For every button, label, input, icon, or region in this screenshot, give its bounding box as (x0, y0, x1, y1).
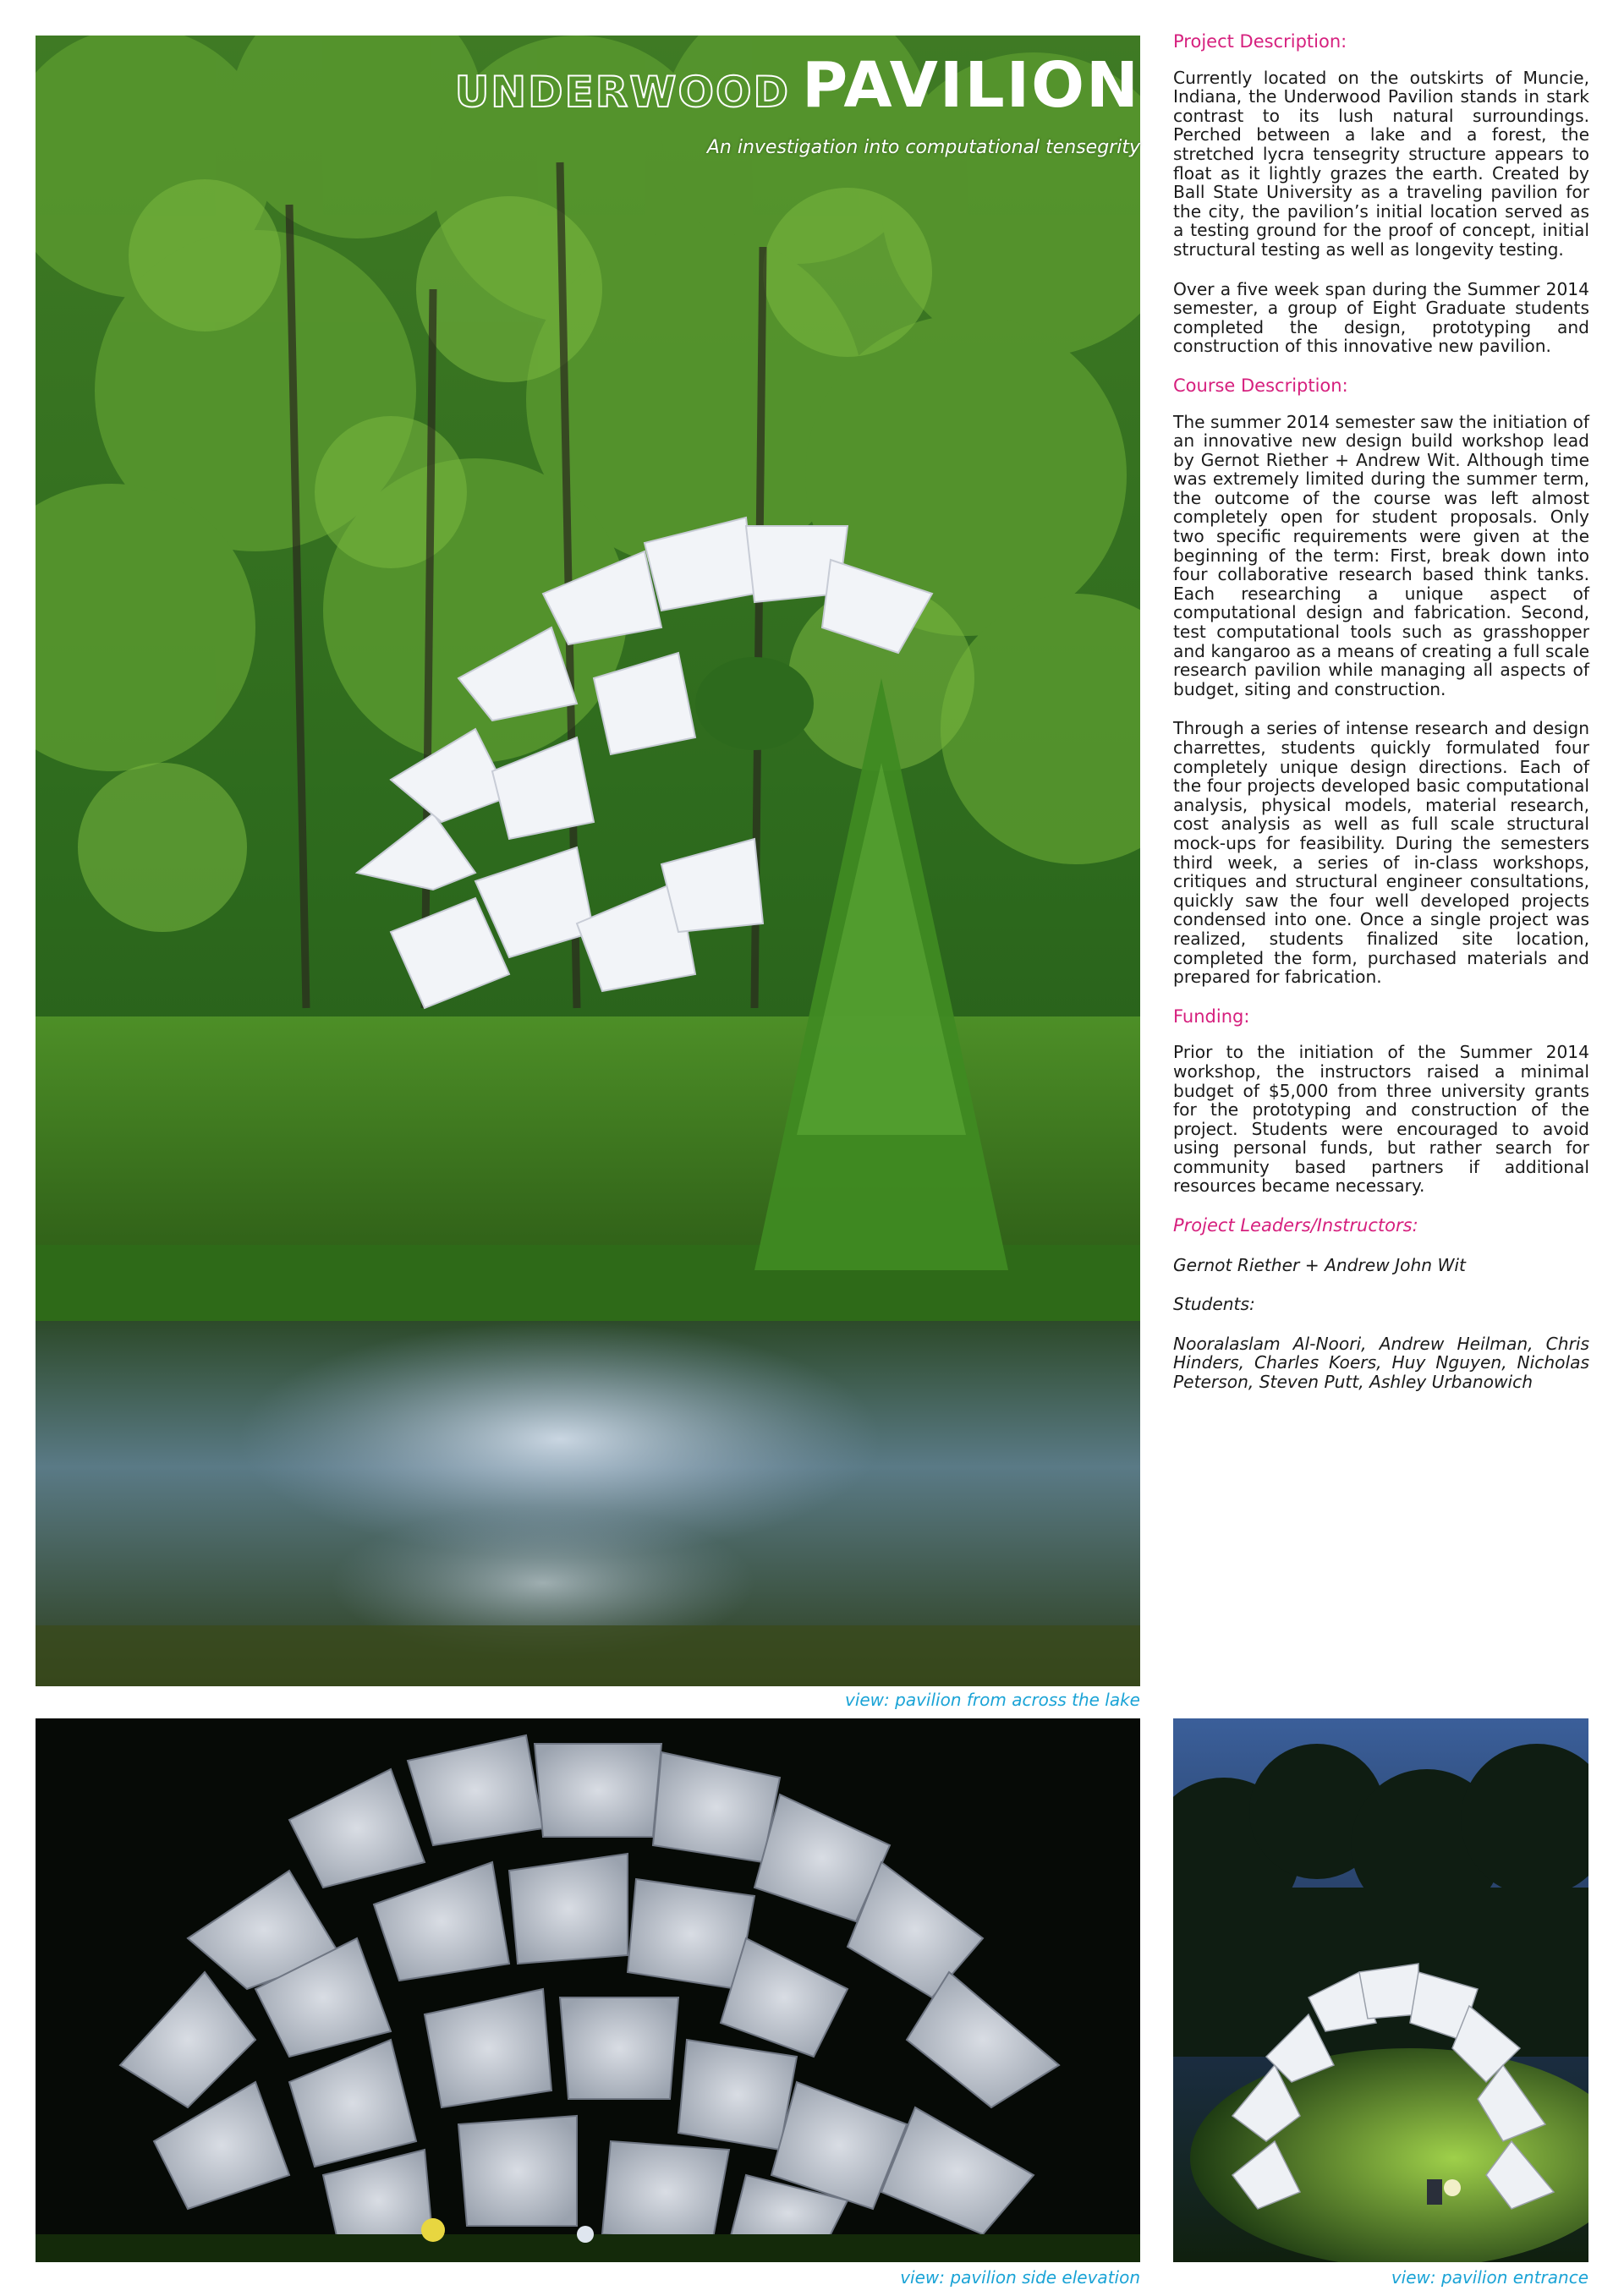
title-underwood: UNDERWOOD (454, 68, 790, 117)
students-heading: Students: (1173, 1294, 1255, 1315)
project-description-paragraph-2: Over a five week span during the Summer 2014 semester, a group of Eight Graduate students completed the design, prototyping and construction of this innovative new pavilion. (1173, 278, 1589, 357)
course-description-paragraph-1: The summer 2014 semester saw the initiation of an innovative new design build workshop lead by Gernot Riether + Andrew Wit. Although time was extremely limited during the summer term, the outcome of the course was left almost completely open for student proposals. Only two specific requirements were given at the beginning of the term: First, break down into four collaborative research based think tanks. Each researching a unique aspect of computational design and fabrication. Second, test computational tools such as grasshopper and kangaroo as a means of creating a full scale research pavilion while managing all aspects of budget, siting and construction. (1173, 411, 1589, 699)
project-description-heading: Project Description: (1173, 31, 1347, 52)
entrance-photo (1173, 1718, 1588, 2262)
pavilion-lake-illustration (36, 36, 1140, 1686)
leaders-names: Gernot Riether + Andrew John Wit (1173, 1254, 1466, 1275)
students-names: Nooralaslam Al-Noori, Andrew Heilman, Chris Hinders, Charles Koers, Huy Nguyen, Nicholas Peterson, Steven Putt, Ashley Urbanowich (1173, 1333, 1589, 1393)
leaders-heading: Project Leaders/Instructors: (1173, 1215, 1418, 1236)
course-description-paragraph-2: Through a series of intense research and design charrettes, students quickly formulated four completely unique design directions. Each of the four projects developed basic computational analysis, physical models, material research, cost analysis as well as full scale structural mock-ups for feasibility. During the semesters third week, a series of in-class workshops, critiques and structural engineer consultations, quickly saw the four well developed projects condensed into one. Once a single project was realized, students finalized site location, completed the form, purchased materials and prepared for fabrication. (1173, 718, 1589, 988)
title-pavilion: PAVILION (801, 49, 1140, 122)
page-title (321, 49, 1140, 122)
course-description-heading: Course Description: (1173, 375, 1348, 396)
page-subtitle: An investigation into computational tensegrity (706, 137, 1140, 158)
funding-paragraph: Prior to the initiation of the Summer 2014 workshop, the instructors raised a minimal budget of $5,000 from three university grants for the prototyping and construction of the project. Students were encouraged to avoid using personal funds, but rather search for community based partners if additional resources became necessary. (1173, 1042, 1589, 1197)
pavilion-entrance-illustration (1173, 1718, 1588, 2262)
pavilion-night-illustration (36, 1718, 1140, 2262)
side-elevation-photo (36, 1718, 1140, 2262)
entrance-caption: view: pavilion entrance (1391, 2267, 1588, 2288)
funding-heading: Funding: (1173, 1006, 1250, 1027)
text-column (1173, 32, 1589, 1412)
hero-caption: view: pavilion from across the lake (844, 1690, 1140, 1710)
side-elevation-caption: view: pavilion side elevation (900, 2267, 1140, 2288)
project-description-paragraph-1: Currently located on the outskirts of Muncie, Indiana, the Underwood Pavilion stands in stark contrast to its lush natural surroundings. Perched between a lake and a forest, the stretched lycra tensegrity structure appears to float as it lightly grazes the earth. Created by Ball State University as a traveling pavilion for the city, the pavilion’s initial location served as a testing ground for the proof of concept, initial structural testing as well as longevity testing. (1173, 67, 1589, 260)
hero-photo (36, 36, 1140, 1686)
